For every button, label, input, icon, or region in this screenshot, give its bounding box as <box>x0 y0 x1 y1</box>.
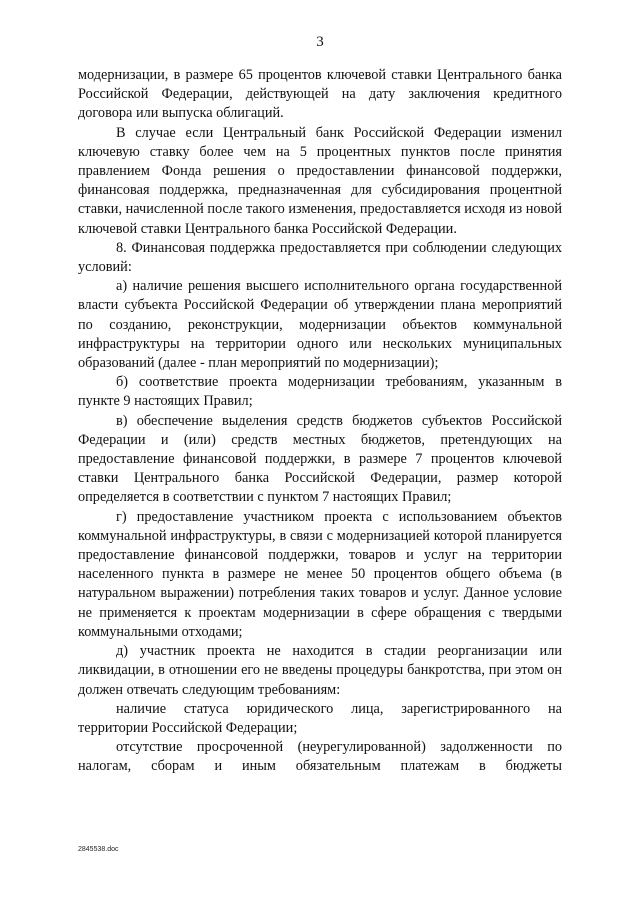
paragraph-item-8v: в) обеспечение выделения средств бюджетов субъектов Российской Федерации и (или) средств местных бюджетов, претендующих на предоставление финансовой поддержки, в размере 7 процентов ключевой ставки Центрального банка Российской Федерации, размер которой определяется в соответствии с пунктом 7 настоящих Правил; <box>78 412 562 506</box>
paragraph-item-8d: д) участник проекта не находится в стадии реорганизации или ликвидации, в отношении его не введены процедуры банкротства, при этом он должен отвечать следующим требованиям: <box>78 643 562 698</box>
paragraph-continuation: модернизации, в размере 65 процентов ключевой ставки Центрального банка Российской Федерации, действующей на дату заключения кредитного договора или выпуска облигаций. <box>78 67 562 122</box>
page-number: 3 <box>316 34 324 50</box>
paragraph-key-rate-change: В случае если Центральный банк Российской Федерации изменил ключевую ставку более чем на 5 процентных пунктов после принятия правлением Фонда решения о предоставлении финансовой поддержки, финансовая поддержка, предназначенная для субсидирования процентной ставки, начисленной после такого изменения, предоставляется исходя из новой ключевой ставки Центрального банка Российской Федерации. <box>78 124 562 237</box>
paragraph-item-8g: г) предоставление участником проекта с использованием объектов коммунальной инфраструктуры, в связи с модернизацией которой планируется предоставление финансовой поддержки, товаров и услуг на территории населенного пункта в размере не менее 50 процентов общего объема (в натуральном выражении) потребления таких товаров и услуг. Данное условие не применяется к проектам модернизации в сфере обращения с твердыми коммунальными отходами; <box>78 508 562 640</box>
paragraph-item-8b: б) соответствие проекта модернизации требованиям, указанным в пункте 9 настоящих Правил; <box>78 374 562 410</box>
document-body <box>78 66 562 777</box>
paragraph-requirement-no-debt: отсутствие просроченной (неурегулированной) задолженности по налогам, сборам и иным обязательным платежам в бюджеты <box>78 739 562 775</box>
paragraph-item-8a: а) наличие решения высшего исполнительного органа государственной власти субъекта Российской Федерации об утверждении плана мероприятий по созданию, реконструкции, модернизации объектов коммунальной инфраструктуры на территории одного или нескольких муниципальных образований (далее - план мероприятий по модернизации); <box>78 278 562 372</box>
paragraph-requirement-legal-status: наличие статуса юридического лица, зарегистрированного на территории Российской Федерации; <box>78 700 562 736</box>
paragraph-item-8: 8. Финансовая поддержка предоставляется при соблюдении следующих условий: <box>78 239 562 276</box>
footer-filename: 2845538.doc <box>78 846 119 853</box>
